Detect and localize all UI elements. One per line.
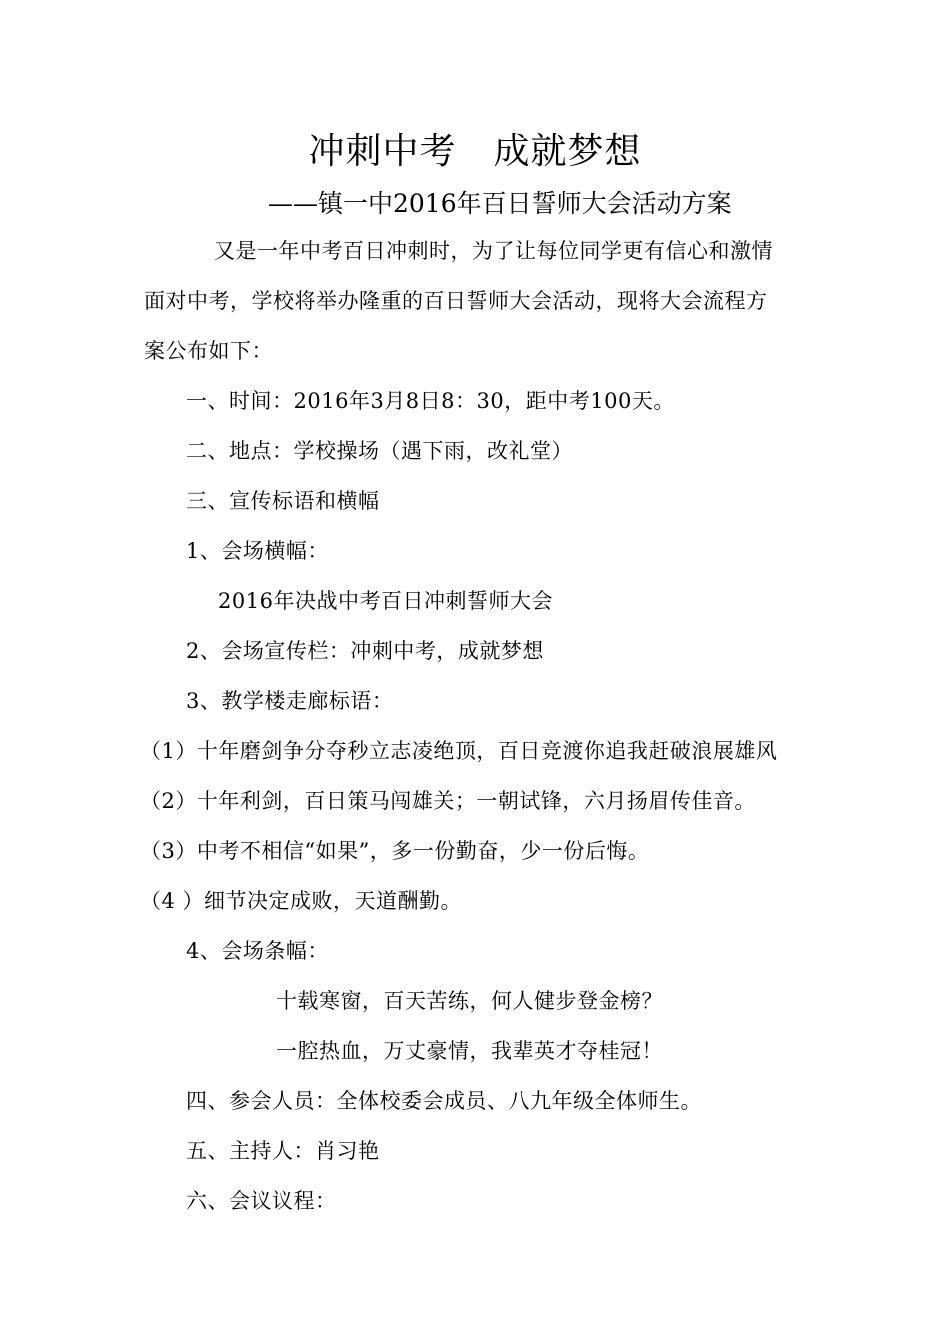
item-corridor-label: 3、教学楼走廊标语：: [186, 689, 394, 713]
section-attendees: 四、参会人员：全体校委会成员、八九年级全体师生。: [186, 1089, 702, 1113]
item-streamer-label: 4、会场条幅：: [186, 939, 329, 963]
item-banner-label: 1、会场横幅：: [186, 539, 329, 563]
corridor-slogan-1: （1）十年磨剑争分夺秒立志凌绝顶，百日竞渡你追我赶破浪展雄风: [140, 739, 778, 763]
intro-line-1: 又是一年中考百日冲刺时，为了让每位同学更有信心和激情: [214, 239, 773, 263]
corridor-slogan-2: （2）十年利剑，百日策马闯雄关；一朝试锋，六月扬眉传佳音。: [140, 789, 756, 813]
intro-line-3: 案公布如下：: [144, 339, 273, 363]
item-banner-text: 2016年决战中考百日冲刺誓师大会: [218, 589, 553, 613]
item-board: 2、会场宣传栏：冲刺中考，成就梦想: [186, 639, 544, 663]
section-slogans: 三、宣传标语和横幅: [186, 489, 380, 513]
corridor-slogan-4: （4 ）细节决定成败，天道酬勤。: [140, 889, 463, 913]
intro-line-2: 面对中考，学校将举办隆重的百日誓师大会活动，现将大会流程方: [144, 289, 768, 313]
streamer-line-2: 一腔热血，万丈豪情，我辈英才夺桂冠！: [276, 1039, 663, 1063]
section-place: 二、地点：学校操场（遇下雨，改礼堂）: [186, 439, 573, 463]
section-agenda: 六、会议议程：: [186, 1189, 337, 1213]
section-host: 五、主持人：肖习艳: [186, 1139, 380, 1163]
document-subtitle: ——镇一中2016年百日誓师大会活动方案: [268, 189, 732, 218]
document-title: 冲刺中考 成就梦想: [308, 131, 642, 172]
streamer-line-1: 十载寒窗，百天苦练，何人健步登金榜？: [276, 989, 663, 1013]
corridor-slogan-3: （3）中考不相信“如果”，多一份勤奋，少一份后悔。: [140, 839, 650, 863]
section-time: 一、时间：2016年3月8日8：30，距中考100天。: [186, 389, 675, 413]
